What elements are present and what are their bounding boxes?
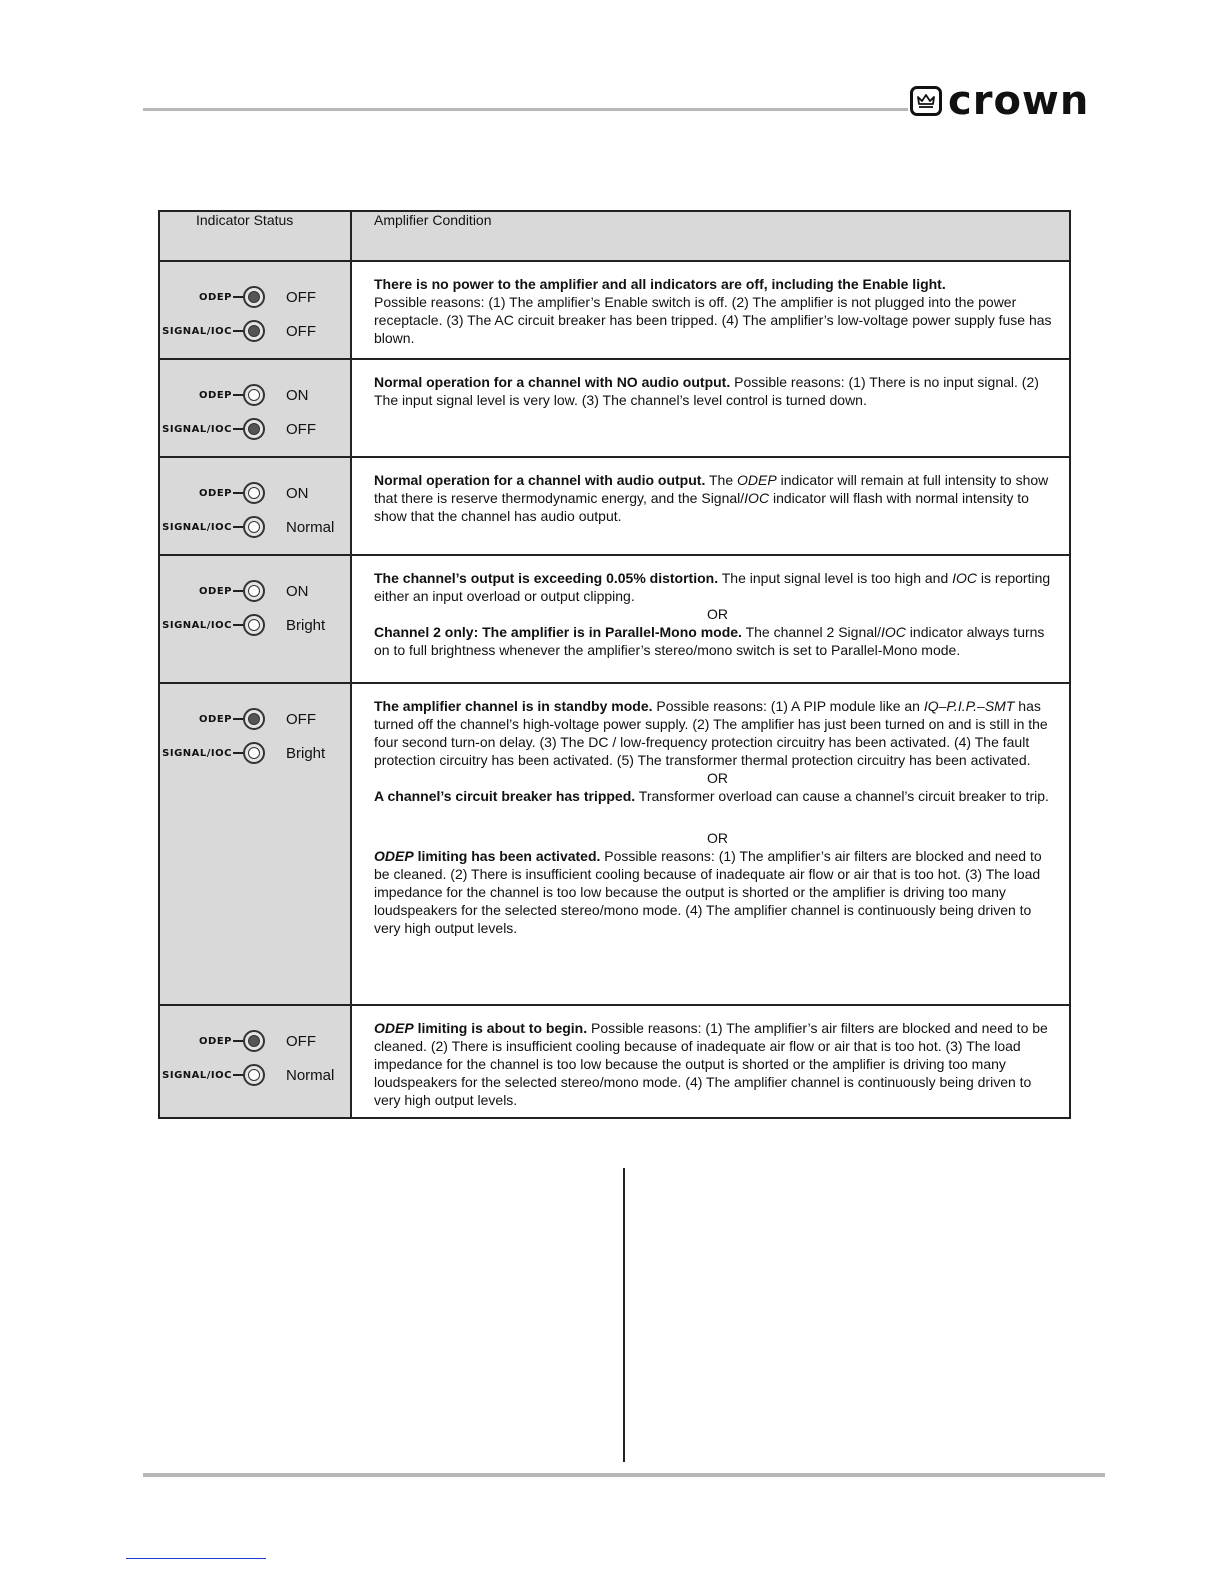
brand-name: crown [948,78,1090,124]
odep-led-icon [243,482,265,504]
indicator-cell [159,1005,351,1118]
signal-led-icon [243,516,265,538]
signal-label: SIGNAL/IOC [162,619,232,631]
odep-led-icon [243,384,265,406]
odep-state: ON [286,582,309,600]
signal-state: Normal [286,518,335,536]
odep-state: OFF [286,288,316,306]
odep-state: OFF [286,710,316,728]
odep-label: ODEP [199,585,232,597]
odep-led-icon [243,286,265,308]
indicator-cell [159,683,351,1005]
footer-link-underline [126,1558,266,1559]
signal-label: SIGNAL/IOC [162,521,232,533]
signal-led-icon [243,418,265,440]
signal-state: Bright [286,616,326,634]
signal-state: Bright [286,744,326,762]
indicator-cell [159,359,351,457]
indicator-status-table [158,210,1071,1119]
signal-label: SIGNAL/IOC [162,747,232,759]
indicator-cell [159,555,351,683]
signal-state: Normal [286,1066,335,1084]
odep-state: ON [286,386,309,404]
table-row [159,683,1070,1005]
odep-label: ODEP [199,291,232,303]
odep-label: ODEP [199,487,232,499]
condition-cell: Normal operation for a channel with NO audio output. Possible reasons: (1) There is no input signal. (2) The input signal level is very low. (3) The channel’s level control is turned down. [351,359,1070,457]
odep-led-icon [243,580,265,602]
condition-cell: ODEP limiting is about to begin. Possible reasons: (1) The amplifier’s air filters are blocked and need to be cleaned. (2) There is insufficient cooling because of inadequate air flow or air that is too hot. (3) The load impedance for the channel is too low because the output is shorted or the amplifier is driving too many loudspeakers for the selected stereo/mono mode. (4) The amplifier channel is continuously being driven to very high output levels. [351,1005,1070,1118]
header-rule [143,108,908,111]
indicator-cell [159,261,351,359]
or-separator: OR [707,770,728,786]
odep-label: ODEP [199,1035,232,1047]
odep-led-icon [243,708,265,730]
odep-label: ODEP [199,389,232,401]
table-row [159,555,1070,683]
or-separator: OR [707,606,728,622]
signal-led-icon [243,742,265,764]
signal-state: OFF [286,420,316,438]
table-row [159,359,1070,457]
signal-led-icon [243,320,265,342]
signal-label: SIGNAL/IOC [162,325,232,337]
column-divider [623,1168,625,1462]
odep-state: OFF [286,1032,316,1050]
footer-rule [143,1473,1105,1477]
crown-logo [910,78,1108,124]
condition-cell: There is no power to the amplifier and all indicators are off, including the Enable light. Possible reasons: (1) The amplifier’s Enable switch is off. (2) The amplifier is not plugged into the power receptacle. (3) The AC circuit breaker has been tripped. (4) The amplifier’s low-voltage power supply fuse has blown. [351,261,1070,359]
signal-led-icon [243,614,265,636]
table-row [159,261,1070,359]
signal-led-icon [243,1064,265,1086]
odep-state: ON [286,484,309,502]
header-amplifier-condition: Amplifier Condition [351,211,1070,261]
header-indicator-status: Indicator Status [159,211,351,261]
condition-cell: Normal operation for a channel with audio output. The ODEP indicator will remain at full intensity to show that there is reserve thermodynamic energy, and the Signal/IOC indicator will flash with normal intensity to show that the channel has audio output. [351,457,1070,555]
table-row [159,457,1070,555]
indicator-cell [159,457,351,555]
condition-cell: The amplifier channel is in standby mode. Possible reasons: (1) A PIP module like an IQ–P.I.P.–SMT has turned off the channel’s high-voltage power supply. (2) The amplifier has just been turned on and is still in the four second turn-on delay. (3) The DC / low-frequency protection circuitry has been activated. (4) The fault protection circuitry has been activated. (5) The transformer thermal protection circuitry has been activated. OR A channel’s circuit breaker has tripped. Transformer overload can cause a channel’s circuit breaker to trip. OR ODEP limiting has been activated. Possible reasons: (1) The amplifier’s air filters are blocked and need to be cleaned. (2) There is insufficient cooling because of inadequate air flow or air that is too hot. (3) The load impedance for the channel is too low because the output is shorted or the amplifier is driving too many loudspeakers for the selected stereo/mono mode. (4) The amplifier channel is continuously being driven to very high output levels. [351,683,1070,1005]
signal-label: SIGNAL/IOC [162,423,232,435]
signal-label: SIGNAL/IOC [162,1069,232,1081]
condition-cell: The channel’s output is exceeding 0.05% distortion. The input signal level is too high and IOC is reporting either an input overload or output clipping. OR Channel 2 only: The amplifier is in Parallel-Mono mode. The channel 2 Signal/IOC indicator always turns on to full brightness whenever the amplifier’s stereo/mono switch is set to Parallel-Mono mode. [351,555,1070,683]
signal-state: OFF [286,322,316,340]
odep-led-icon [243,1030,265,1052]
odep-label: ODEP [199,713,232,725]
or-separator: OR [707,830,728,846]
crown-icon [910,86,942,116]
table-row [159,1005,1070,1118]
